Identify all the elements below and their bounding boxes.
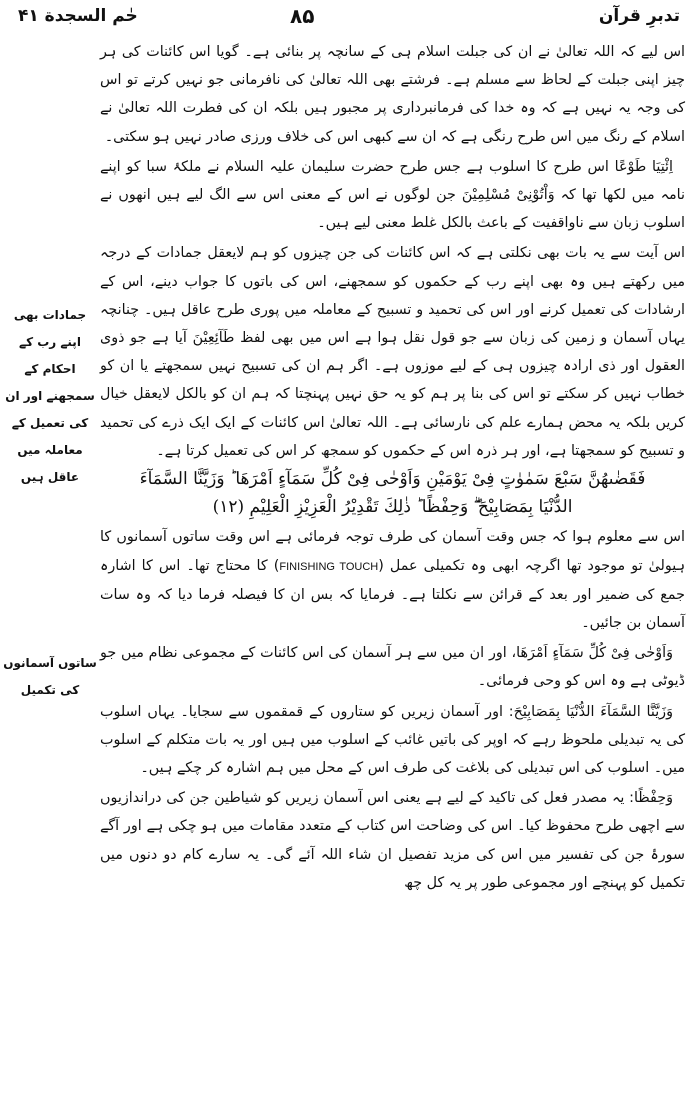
surah-title: حٰم السجدة ۴۱ xyxy=(18,6,138,26)
quran-verse-line: الدُّنْیَا بِمَصَابِیْحَ ۖۗ وَحِفْظًا ؕ ذٰلِكَ تَقْدِیْرُ الْعَزِیْزِ الْعَلِیْمِ (۱۲) xyxy=(212,497,573,518)
margin-note-inanimate-objects: جمادات بھی اپنے رب کے احکام کے سمجھنے اور ان کی تعمیل کے معاملہ میں عاقل ہیں xyxy=(5,308,95,484)
paragraph: اس لیے کہ اللہ تعالیٰ نے ان کی جبلت اسلام ہی کے سانچہ پر بنائی ہے۔ گویا اس کائنات کی ہر چیز اپنی جبلت کے لحاظ سے مسلم ہے۔ فرشتے بھی اللہ تعالیٰ کی نافرمانی جو نہیں کرتے تو اس کی وجہ یہ نہیں ہے کہ وہ خدا کی فرمانبرداری پر مجبور ہیں بلکہ ان کی فطرت اللہ تعالیٰ نے اسلام کے رنگ میں اس طرح رنگی ہے کہ ان سے کبھی اس کی خلاف ورزی صادر نہیں ہو سکتی۔ xyxy=(100,44,685,145)
page-number: ۸۵ xyxy=(290,4,315,28)
quran-verse-line: فَقَضٰىهُنَّ سَبْعَ سَمٰوٰتٍ فِیْ یَوْمَیْنِ وَاَوْحٰى فِیْ كُلِّ سَمَآءٍ اَمْرَهَا ؕ وَزَیَّنَّا السَّمَآءَ xyxy=(139,469,646,490)
paragraph: وَزَیَّنَّا السَّمَآءَ الدُّنْیَا بِمَصَابِیْحَ: اور آسمان زیریں کو ستاروں کے قمقموں سے سجایا۔ یہاں اسلوب کی یہ تبدیلی ملحوظ رہے کہ اوپر کی باتیں غائب کے اسلوب میں ہیں اور یہ بات متکلم کے اسلوب میں۔ اسلوب کی اس تبدیلی کی بلاغت کی طرف اس کے محل میں ہم اشارہ کر چکے ہیں۔ xyxy=(100,703,685,777)
paragraph: وَحِفْظًا: یہ مصدر فعل کی تاکید کے لیے ہے یعنی اس آسمان زیریں کو شیاطین جن کی دراندازیوں سے اچھی طرح محفوظ کیا۔ اس کی وضاحت اس کتاب کے متعدد مقامات میں ہو چکی ہے اور آگے سورۂ جن کی تفسیر میں اس کی مزید تفصیل ان شاء اللہ آئے گی۔ یہ سارے کام دو دنوں میں تکمیل کو پہنچے اور مجموعی طور پر یہ کل چھ xyxy=(100,790,685,891)
paragraph: اِئْتِیَا طَوْعًا اس طرح کا اسلوب ہے جس طرح حضرت سلیمان علیہ السلام نے ملکۂ سبا کو اپنے نامہ میں لکھا تھا کہ وَاْتُوْنِیْ مُسْلِمِیْنَ جن لوگوں نے اس کے معنی اس سے الگ لیے ہیں انھوں نے اسلوب زبان سے ناواقفیت کے باعث بالکل غلط معنی لیے ہیں۔ xyxy=(100,158,685,232)
paragraph-text: اس سے معلوم ہوا کہ جس وقت آسمان کی طرف توجہ فرمائی ہے اس وقت ساتوں آسمانوں کا ہیولیٰ تو موجود تھا اگرچہ ابھی وہ تکمیلی عمل ( xyxy=(100,529,685,574)
english-term: FINISHING TOUCH xyxy=(279,560,379,573)
book-title: تدبرِ قرآن xyxy=(598,6,680,26)
page-header xyxy=(0,4,700,36)
paragraph: وَاَوْحٰی فِیْ كُلِّ سَمَآءٍ اَمْرَهَا، اور ان میں سے ہر آسمان کی اس کائنات کے مجموعی نظام میں جو ڈیوٹی ہے وہ اس کو وحی فرمائی۔ xyxy=(100,645,685,690)
paragraph-text: ) کا محتاج تھا۔ اس کا اشارہ جمع کی ضمیر اور بعد کے قرائن سے نکلتا ہے۔ فرمایا کہ بس ان کا فیصلہ فرما دیا کہ وہ سات آسمان بن جائیں۔ xyxy=(100,557,685,632)
paragraph xyxy=(100,523,685,637)
commentary-text xyxy=(100,38,685,897)
margin-note-seven-heavens: ساتوں آسمانوں کی تکمیل xyxy=(3,656,97,697)
paragraph: اس آیت سے یہ بات بھی نکلتی ہے کہ اس کائنات کی جن چیزوں کو ہم لایعقل جمادات کے درجہ میں رکھتے ہیں وہ بھی اپنے رب کے حکموں کو سمجھنے، اس کی باتوں کا جواب دینے، اس کے ارشادات کی تعمیل کرنے اور اس کی تحمید و تسبیح کے معاملہ میں پوری طرح عاقل ہیں۔ چنانچہ یہاں آسمان و زمین کی زبان سے جو قول نقل ہوا ہے اس میں بھی لفظ طَآئِعِیْنَ آیا ہے جو ذوی العقول اور ذی ارادہ چیزوں ہی کے لیے موزوں ہے۔ اگر ہم ان کی تسبیح نہیں سمجھتے یا ان کو خطاب نہیں کر سکتے تو اس کی بنا پر ہم کو یہ حق نہیں پہنچتا کہ ہم ان کو بالکل لایعقل خیال کریں بلکہ یہ محض ہمارے علم کی نارسائی ہے۔ اللہ تعالیٰ اس کائنات کے ایک ایک ذرے کی تحمید و تسبیح کو سمجھتا ہے، اور ہر ذرہ اس کے حکموں کو سمجھ کر اس کی تعمیل کرتا ہے۔ xyxy=(100,245,685,459)
